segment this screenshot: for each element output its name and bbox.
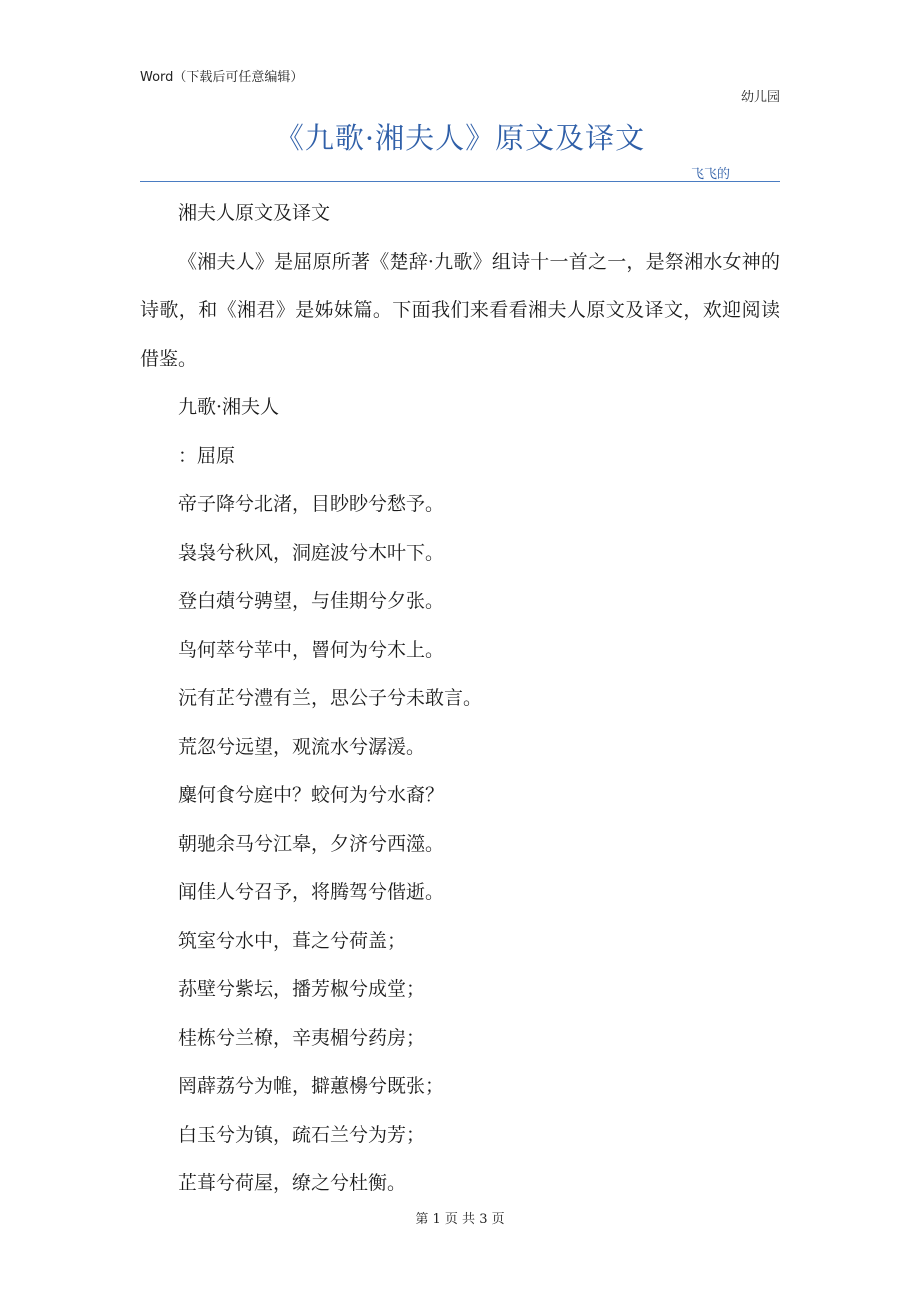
poem-title: 九歌·湘夫人 [178, 396, 280, 418]
word-download-note: Word（下载后可任意编辑） [140, 70, 304, 85]
poem-line: 沅有芷兮澧有兰，思公子兮未敢言。 [178, 687, 483, 709]
document-body [140, 189, 780, 1208]
author-label: 飞飞的 [690, 167, 730, 182]
poem-line: 荒忽兮远望，观流水兮潺湲。 [178, 735, 426, 758]
poem-line: 罔薜荔兮为帷，擗蕙櫋兮既张； [178, 1075, 445, 1097]
poem-line: 袅袅兮秋风，洞庭波兮木叶下。 [178, 541, 445, 564]
poem-author: ：屈原 [178, 444, 236, 467]
poem-line: 麋何食兮庭中？蛟何为兮水裔？ [178, 784, 445, 806]
paragraph-intro: 《湘夫人》是屈原所著《楚辞·九歌》组诗十一首之一，是祭湘水女神的诗歌，和《湘君》是姊妹篇。下面我们来看看湘夫人原文及译文，欢迎阅读借鉴。 [140, 250, 780, 370]
header-right-label: 幼儿园 [740, 90, 780, 105]
title-divider [140, 181, 780, 182]
poem-line: 桂栋兮兰橑，辛夷楣兮药房； [178, 1026, 426, 1049]
poem-line: 登白薠兮骋望，与佳期兮夕张。 [178, 590, 445, 612]
page-footer: 第 1 页 共 3 页 [415, 1212, 505, 1227]
poem-line: 荪壁兮紫坛，播芳椒兮成堂； [178, 978, 426, 1000]
poem-line: 闻佳人兮召予，将腾驾兮偕逝。 [178, 881, 445, 903]
poem-line: 帝子降兮北渚，目眇眇兮愁予。 [178, 493, 445, 515]
poem-line: 鸟何萃兮苹中，罾何为兮木上。 [178, 638, 445, 661]
poem-line: 芷葺兮荷屋，缭之兮杜衡。 [178, 1172, 407, 1194]
paragraph-heading: 湘夫人原文及译文 [178, 202, 331, 224]
poem-line: 朝驰余马兮江皋，夕济兮西澨。 [178, 832, 445, 855]
poem-line: 白玉兮为镇，疏石兰兮为芳； [178, 1123, 426, 1146]
document-title: 《九歌·湘夫人》原文及译文 [274, 121, 646, 155]
poem-line: 筑室兮水中，葺之兮荷盖； [178, 929, 407, 952]
